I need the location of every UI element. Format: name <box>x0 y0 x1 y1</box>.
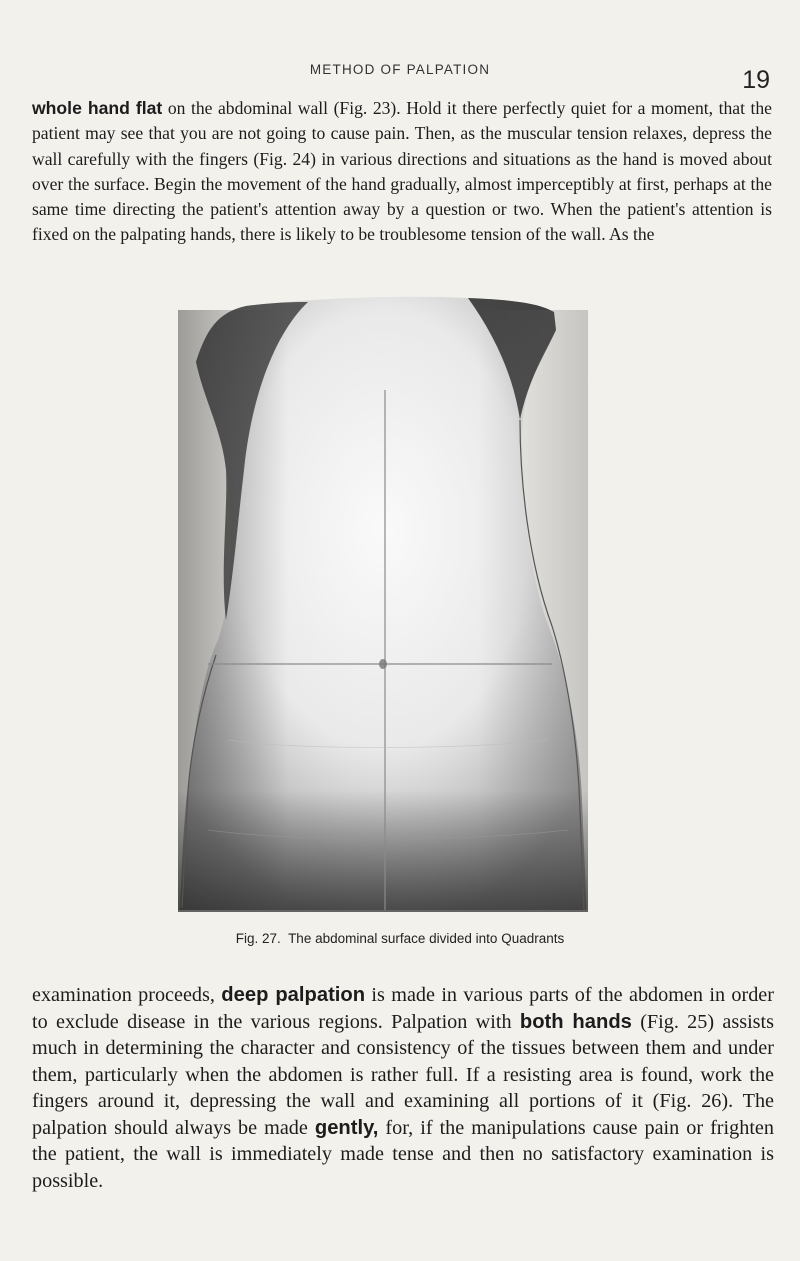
bottom-paragraph <box>32 982 774 1194</box>
abdomen-photo <box>168 270 588 912</box>
figure-caption-text: The abdominal surface divided into Quadrants <box>288 931 565 946</box>
figure-caption <box>0 931 800 946</box>
top-paragraph <box>32 96 772 248</box>
abdomen-quadrants-figure <box>168 270 588 912</box>
bottom-text-3: (Fig. 25) assists much in determining the character and consistency of the tissues between them and under them, particularly when the abdomen is rather full. If a resisting area is found, work the fingers around it, depressing the wall and examining all portions of it (Fig. 26). The palpation should always be made <box>32 1010 774 1139</box>
running-head: METHOD OF PALPATION <box>309 62 491 77</box>
bottom-text-4: for, if the manipulations cause pain or frighten the patient, the wall is immediately made tense and then no satisfactory examination is possible. <box>32 1116 774 1192</box>
top-paragraph-text: on the abdominal wall (Fig. 23). Hold it there perfectly quiet for a moment, that the patient may see that you are not going to cause pain. Then, as the muscular tension relaxes, depress the wall carefully with the fingers (Fig. 24) in various directions and situations as the hand is moved about over the surface. Begin the movement of the hand gradually, almost imperceptibly at first, perhaps at the same time directing the patient's attention away by a question or two. When the patient's attention is fixed on the palpating hands, there is likely to be troublesome tension of the wall. As the <box>32 98 772 245</box>
bottom-text-2: is made in various parts of the abdomen in order to exclude disease in the various regions. Palpation with <box>32 984 774 1033</box>
bold-both-hands: both hands <box>519 1010 632 1033</box>
bottom-text-1: examination proceeds, <box>32 984 222 1006</box>
bold-gently: gently, <box>314 1116 379 1139</box>
navel-mark <box>379 659 387 669</box>
page-number: 19 <box>742 66 770 94</box>
bold-deep-palpation: deep palpation <box>221 984 366 1006</box>
bold-lead-text: whole hand flat <box>32 98 163 118</box>
figure-label: Fig. 27. <box>235 931 281 946</box>
